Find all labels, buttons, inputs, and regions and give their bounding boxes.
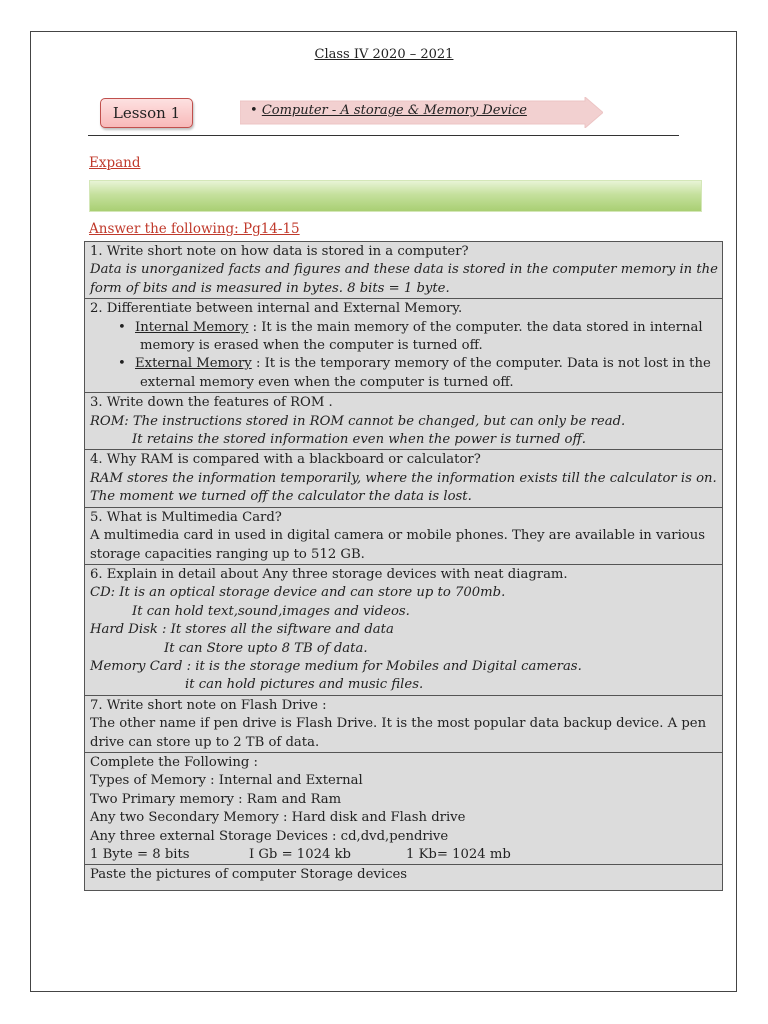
complete-line: Two Primary memory : Ram and Ram <box>90 791 342 807</box>
qa-cell <box>85 242 723 299</box>
expand-heading: Expand <box>89 155 141 171</box>
answer-line: storage capacities ranging up to 512 GB. <box>90 546 365 562</box>
question-7: 7. Write short note on Flash Drive : <box>90 697 327 713</box>
qa-table <box>84 241 723 891</box>
question-3: 3. Write down the features of ROM . <box>90 395 333 411</box>
answer-line: It retains the stored information even when the power is turned off. <box>132 432 586 448</box>
complete-line: Any three external Storage Devices : cd,dvd,pendrive <box>90 828 449 844</box>
answer-line: it can hold pictures and music files. <box>185 677 424 693</box>
answer-line: Hard Disk : It stores all the siftware and data <box>90 622 394 638</box>
complete-heading: Complete the Following : <box>90 754 258 770</box>
qa-cell <box>85 564 723 695</box>
bullet-text: : It is the main memory of the computer. the data stored in internal <box>248 319 703 335</box>
conversion-gb: I Gb = 1024 kb <box>249 847 351 862</box>
conversion-line <box>90 846 718 864</box>
qa-cell <box>85 299 723 393</box>
complete-cell <box>85 752 723 864</box>
table-row <box>85 564 723 695</box>
answer-line: It can Store upto 8 TB of data. <box>164 640 368 656</box>
answer-line: RAM stores the information temporarily, where the information exists till the calculator is on. <box>90 470 717 486</box>
complete-line: Types of Memory : Internal and External <box>90 773 363 789</box>
bullet-item <box>90 319 718 337</box>
paste-cell <box>85 865 723 890</box>
answer-line: The other name if pen drive is Flash Drive. It is the most popular data backup device. A pen <box>90 716 707 732</box>
question-5: 5. What is Multimedia Card? <box>90 509 282 525</box>
answer-heading: Answer the following: Pg14-15 <box>89 221 300 237</box>
bullet-term: External Memory <box>135 356 252 372</box>
table-row <box>85 299 723 393</box>
conversion-byte: 1 Byte = 8 bits <box>90 847 190 862</box>
answer-line: The moment we turned off the calculator the data is lost. <box>90 489 472 505</box>
topic-title: Computer - A storage & Memory Device <box>261 103 527 118</box>
complete-line: Any two Secondary Memory : Hard disk and Flash drive <box>90 810 466 826</box>
bullet-icon: • <box>118 356 126 372</box>
lesson-button[interactable]: Lesson 1 <box>100 98 193 128</box>
answer-line: drive can store up to 2 TB of data. <box>90 734 320 750</box>
answer-line: CD: It is an optical storage device and can store up to 700mb. <box>90 585 506 601</box>
table-row <box>85 450 723 507</box>
table-row <box>85 865 723 890</box>
bullet-continuation: external memory even when the computer is turned off. <box>140 374 514 390</box>
bullet-item <box>90 355 718 373</box>
answer-line: ROM: The instructions stored in ROM cannot be changed, but can only be read. <box>90 413 626 429</box>
qa-cell <box>85 695 723 752</box>
qa-cell <box>85 450 723 507</box>
table-row <box>85 507 723 564</box>
question-6: 6. Explain in detail about Any three storage devices with neat diagram. <box>90 566 568 582</box>
qa-cell <box>85 507 723 564</box>
bullet-icon: • <box>118 319 126 335</box>
expand-band <box>89 180 702 212</box>
answer-line: It can hold text,sound,images and videos. <box>132 603 410 619</box>
answer-line: A multimedia card in used in digital camera or mobile phones. They are available in various <box>90 528 706 544</box>
bullet-term: Internal Memory <box>135 319 249 335</box>
bullet-continuation: memory is erased when the computer is turned off. <box>140 338 483 354</box>
question-2: 2. Differentiate between internal and External Memory. <box>90 301 463 317</box>
conversion-kb: 1 Kb= 1024 mb <box>406 847 511 862</box>
bullet-text: : It is the temporary memory of the computer. Data is not lost in the <box>251 356 711 372</box>
topic-arrow-banner <box>240 97 603 128</box>
qa-cell <box>85 393 723 450</box>
answer-line: form of bits and is measured in bytes. 8 bits = 1 byte. <box>90 280 450 296</box>
table-row <box>85 242 723 299</box>
table-row <box>85 752 723 864</box>
answer-line: Memory Card : it is the storage medium for Mobiles and Digital cameras. <box>90 658 582 674</box>
question-4: 4. Why RAM is compared with a blackboard or calculator? <box>90 452 481 468</box>
table-row <box>85 393 723 450</box>
topic-bullet: • <box>250 103 258 118</box>
question-1: 1. Write short note on how data is stored in a computer? <box>90 244 469 259</box>
answer-line: Data is unorganized facts and figures and these data is stored in the computer memory in the <box>90 262 718 278</box>
header-divider <box>88 135 679 136</box>
paste-instruction: Paste the pictures of computer Storage devices <box>90 867 408 883</box>
table-row <box>85 695 723 752</box>
class-title: Class IV 2020 – 2021 <box>314 47 454 62</box>
